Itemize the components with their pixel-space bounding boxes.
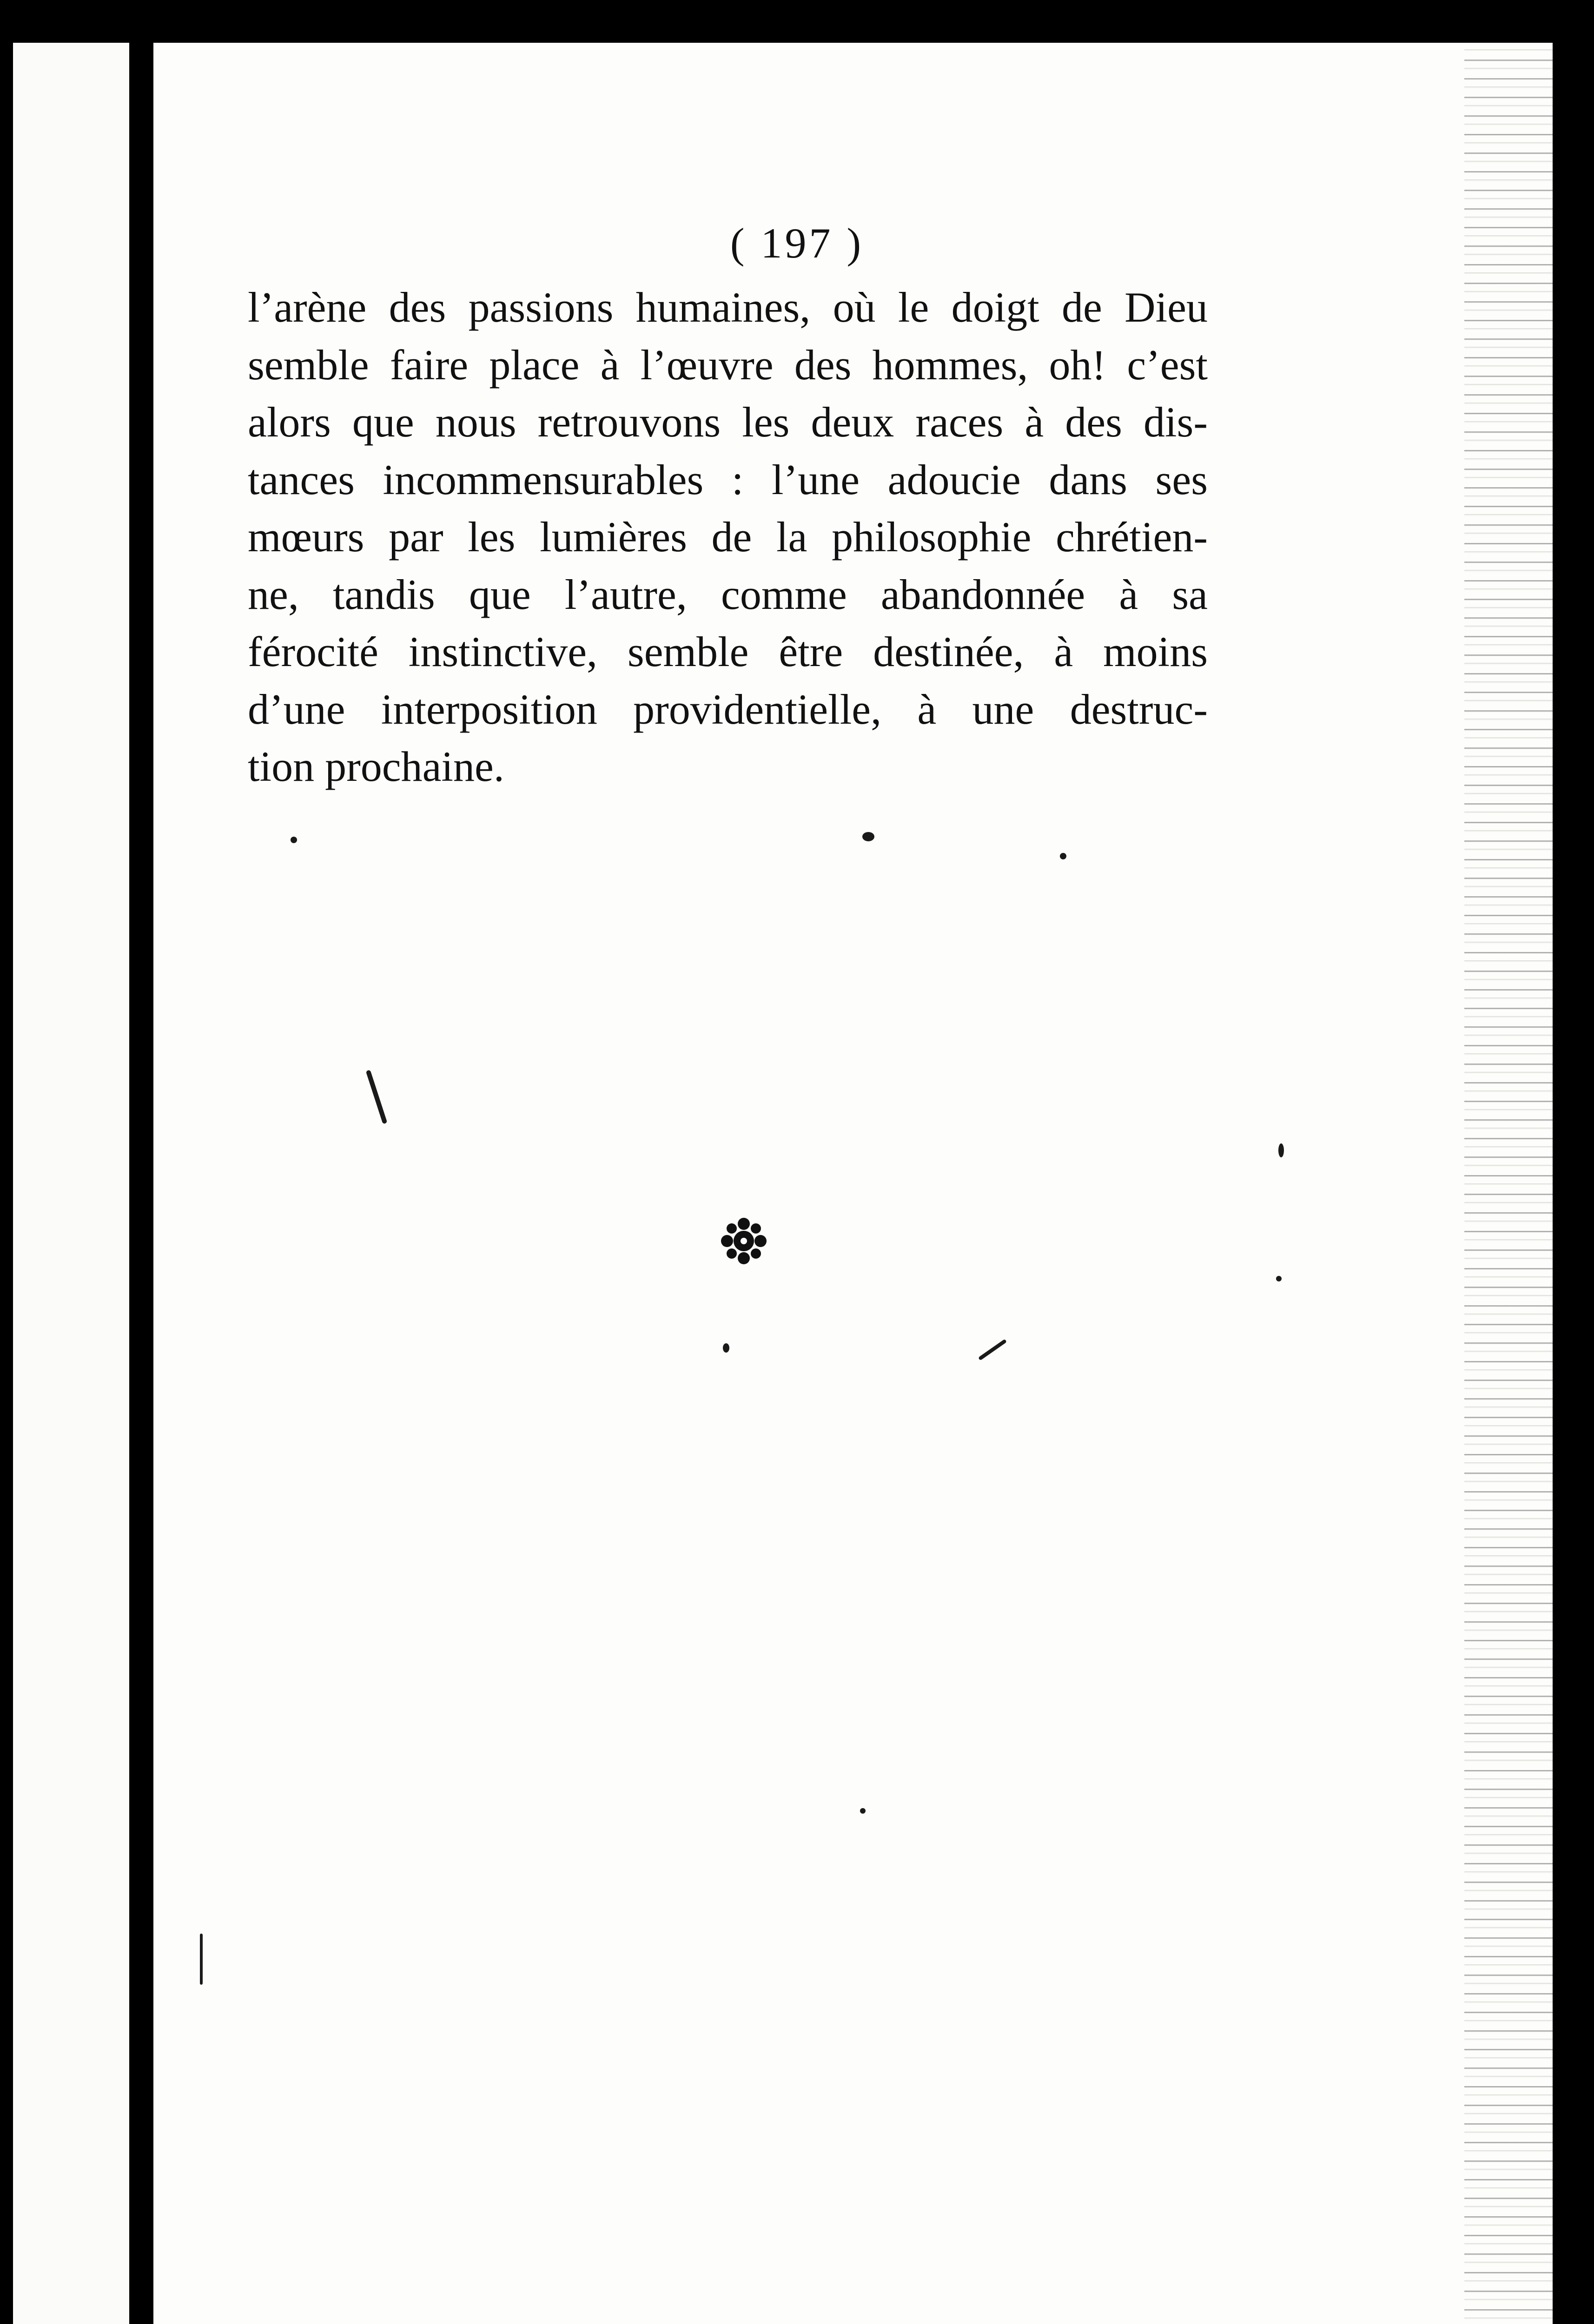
scan-speck [860,1808,866,1814]
scan-speck [1276,1276,1282,1281]
scan-speck [723,1343,729,1353]
text-line: semble faire place à l’œuvre des hommes, oh! c’est [248,341,1208,389]
text-line: tances incommensurables : l’une adoucie dans ses [248,456,1208,503]
body-text [248,279,1208,796]
text-line: alors que nous retrouvons les deux races à des dis- [248,398,1208,446]
scan-speck [862,832,874,841]
text-line: mœurs par les lumières de la philosophie chrétien- [248,513,1208,561]
text-line: tion prochaine. [248,743,504,790]
previous-page-strip [13,43,129,2324]
text-line: l’arène des passions humaines, où le doigt de Dieu [248,284,1208,331]
page-edge [1464,43,1571,2324]
fleuron-icon [716,1215,772,1267]
scan-speck [200,1934,203,1985]
text-line: ne, tandis que l’autre, comme abandonnée à sa [248,570,1208,618]
scan-speck [1278,1143,1284,1157]
text-line: férocité instinctive, semble être destinée, à moins [248,628,1208,675]
text-line: d’une interposition providentielle, à une destruc- [248,685,1208,733]
page-number: ( 197 ) [730,219,864,267]
scan-speck [1060,853,1066,859]
scan-speck [291,837,297,843]
